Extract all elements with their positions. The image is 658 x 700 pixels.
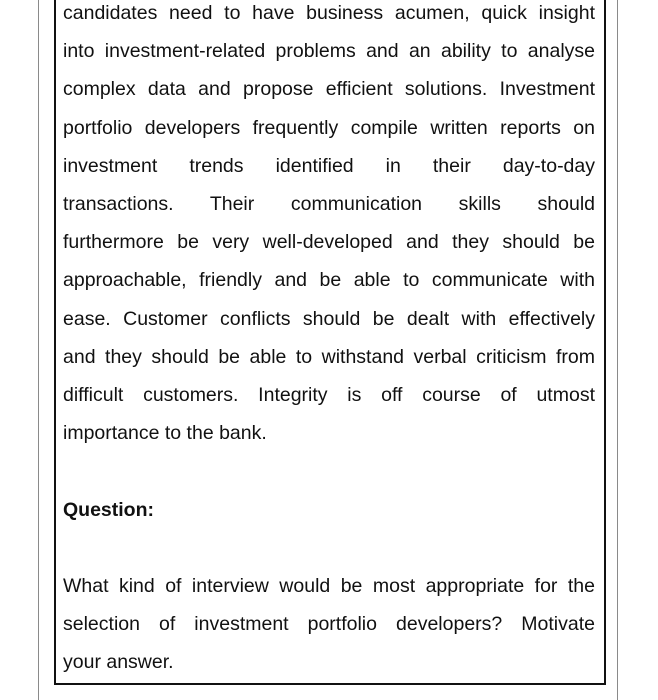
case-study-paragraph (63, 0, 595, 452)
document-content (63, 0, 595, 682)
paragraph-line: portfolio developers frequently compile written reports on (63, 116, 595, 139)
blank-line (63, 529, 595, 567)
paragraph-line: investment trends identified in their day-to-day (63, 154, 595, 177)
paragraph-line: candidates need to have business acumen, quick insight (63, 2, 595, 24)
paragraph-line: difficult customers. Integrity is off course of utmost (63, 384, 595, 407)
blank-line (63, 452, 595, 490)
paragraph-line: furthermore be very well-developed and they should be (63, 231, 595, 254)
question-text (63, 567, 595, 682)
paragraph-line: transactions. Their communication skills should (63, 193, 595, 216)
question-line: selection of investment portfolio developers? Motivate (63, 613, 595, 636)
question-line: your answer. (63, 651, 174, 674)
paragraph-line: approachable, friendly and be able to communicate with (63, 269, 595, 292)
paragraph-line: into investment-related problems and an ability to analyse (63, 40, 595, 63)
paragraph-line: importance to the bank. (63, 422, 267, 445)
paragraph-line: and they should be able to withstand verbal criticism from (63, 345, 595, 368)
paragraph-line: ease. Customer conflicts should be dealt with effectively (63, 307, 595, 330)
question-line: What kind of interview would be most appropriate for the (63, 575, 595, 598)
paragraph-line: complex data and propose efficient solutions. Investment (63, 78, 595, 101)
question-heading: Question: (63, 498, 154, 521)
